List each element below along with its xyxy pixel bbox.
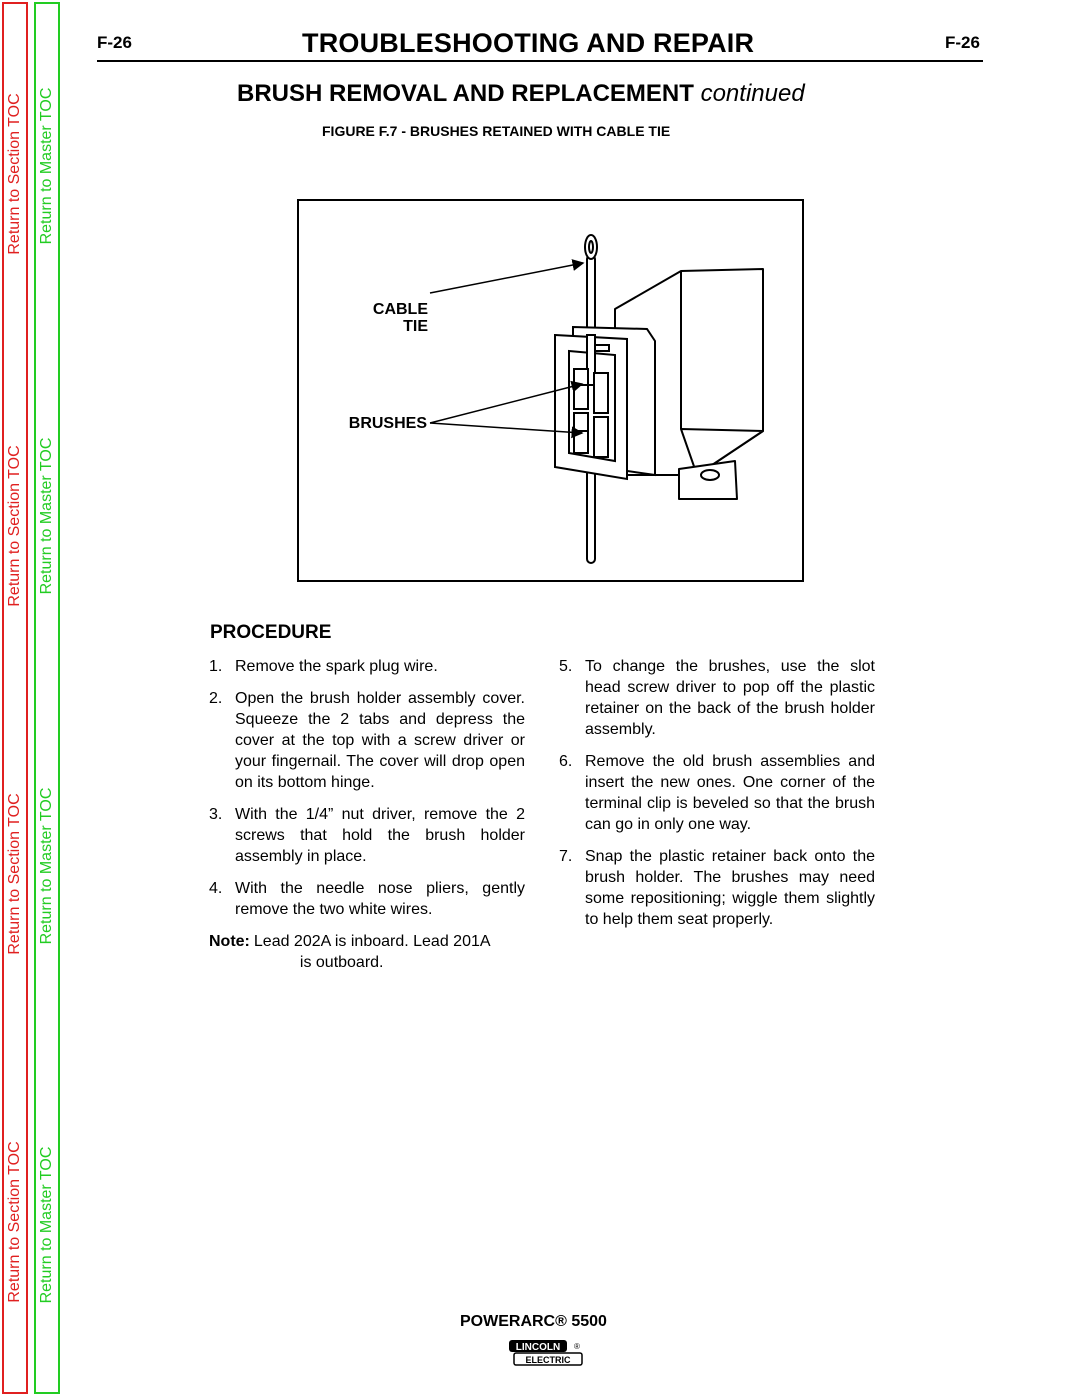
step-number: 4. (209, 880, 223, 897)
note-line-1: Lead 202A is inboard. Lead 201A (253, 933, 491, 950)
step-number: 1. (209, 658, 223, 675)
section-title-suffix: continued (700, 80, 805, 107)
section-title (237, 80, 805, 108)
return-to-section-toc-link-2[interactable]: Return to Section TOC (6, 445, 23, 607)
return-to-section-toc-link-3[interactable]: Return to Section TOC (6, 793, 23, 955)
step-number: 2. (209, 690, 223, 707)
logo-text-top: LINCOLN (515, 1342, 561, 1353)
procedure-column-left (209, 656, 525, 973)
page-number-left: F-26 (97, 33, 132, 52)
return-to-master-toc-link-1[interactable]: Return to Master TOC (38, 87, 55, 245)
step-text: Snap the plastic retainer back onto the brush holder. The brushes may need some repositioning; wiggle them slightly to help them seat properly. (585, 848, 875, 928)
label-tie: TIE (403, 318, 428, 335)
procedure-column-right (559, 656, 875, 941)
footer-model-name: POWERARC® 5500 (460, 1313, 607, 1330)
return-to-master-toc-link-2[interactable]: Return to Master TOC (38, 437, 55, 595)
step-text: With the 1/4” nut driver, remove the 2 screws that hold the brush holder assembly in place. (235, 806, 525, 865)
master-toc-bar (34, 2, 60, 1394)
header-rule (97, 60, 983, 62)
note-line-2: is outboard. (299, 954, 384, 971)
procedure-heading: PROCEDURE (210, 622, 332, 643)
step-number: 7. (559, 848, 573, 865)
step-number: 3. (209, 806, 223, 823)
logo-text-bottom: ELECTRIC (525, 1355, 571, 1365)
step-number: 6. (559, 753, 573, 770)
lincoln-electric-logo (508, 1339, 584, 1367)
return-to-master-toc-link-3[interactable]: Return to Master TOC (38, 787, 55, 945)
procedure-step (559, 751, 875, 835)
step-number: 5. (559, 658, 573, 675)
page-number-right: F-26 (945, 33, 980, 52)
procedure-note (209, 931, 525, 973)
procedure-step (559, 846, 875, 930)
step-text: Remove the old brush assemblies and insert the new ones. One corner of the terminal clip is beveled so that the brush can go in only one way. (585, 753, 875, 833)
return-to-section-toc-link-4[interactable]: Return to Section TOC (6, 1141, 23, 1303)
step-text: Remove the spark plug wire. (235, 658, 438, 675)
brush-holder-figure (297, 199, 804, 582)
logo-registered-mark: ® (574, 1342, 580, 1351)
procedure-step (209, 804, 525, 867)
label-brushes: BRUSHES (348, 415, 427, 432)
section-title-main: BRUSH REMOVAL AND REPLACEMENT (237, 80, 694, 107)
step-text: Open the brush holder assembly cover. Squeeze the 2 tabs and depress the cover at the top with a screw driver or your fingernail. The cover will drop open on its bottom hinge. (235, 690, 525, 791)
label-cable: CABLE (372, 301, 428, 318)
step-text: With the needle nose pliers, gently remove the two white wires. (235, 880, 525, 918)
note-label: Note: (209, 933, 250, 950)
return-to-section-toc-link-1[interactable]: Return to Section TOC (6, 93, 23, 255)
procedure-step (209, 878, 525, 920)
note-body (254, 931, 525, 973)
return-to-master-toc-link-4[interactable]: Return to Master TOC (38, 1146, 55, 1304)
page-title: TROUBLESHOOTING AND REPAIR (302, 28, 755, 58)
procedure-step (559, 656, 875, 740)
procedure-step (209, 656, 525, 677)
figure-caption: FIGURE F.7 - BRUSHES RETAINED WITH CABLE TIE (322, 123, 671, 139)
procedure-step (209, 688, 525, 793)
step-text: To change the brushes, use the slot head screw driver to pop off the plastic retainer on the back of the brush holder assembly. (585, 658, 875, 738)
section-toc-bar (2, 2, 28, 1394)
